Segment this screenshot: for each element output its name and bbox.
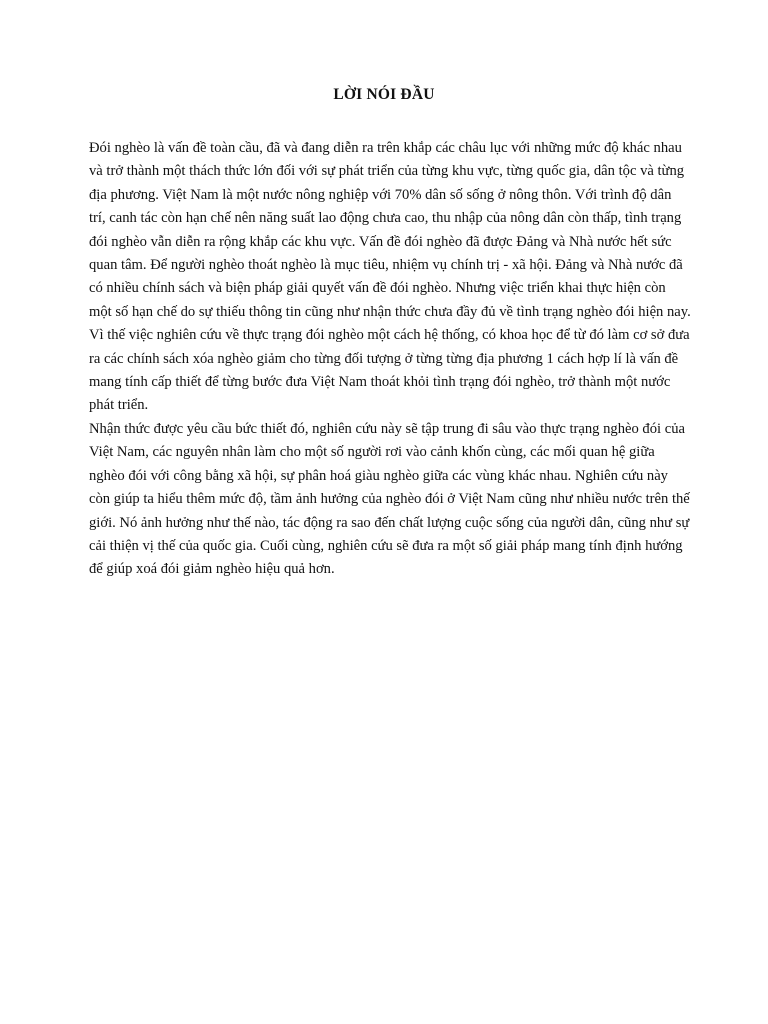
page-title: LỜI NÓI ĐẦU xyxy=(333,86,435,103)
paragraph: Đói nghèo là vấn đề toàn cầu, đã và đang diễn ra trên khắp các châu lục với những mức độ khác nhau và trở thành một thách thức lớn đối với sự phát triển của từng khu vực, từng quốc gia, dân tộc và từng địa phương. Việt Nam là một nước nông nghiệp với 70% dân số sống ở nông thôn. Với trình độ dân trí, canh tác còn hạn chế nên năng suất lao động chưa cao, thu nhập của nông dân còn thấp, tình trạng đói nghèo vẫn diễn ra rộng khắp các khu vực. Vấn đề đói nghèo đã được Đảng và Nhà nước hết sức quan tâm. Để người nghèo thoát nghèo là mục tiêu, nhiệm vụ chính trị - xã hội. Đảng và Nhà nước đã có nhiều chính sách và biện pháp giải quyết vấn đề đói nghèo. Nhưng việc triển khai thực hiện còn một số hạn chế do sự thiếu thông tin cũng như nhận thức chưa đầy đủ về tình trạng nghèo đói hiện nay. Vì thế việc nghiên cứu về thực trạng đói nghèo một cách hệ thống, có khoa học để từ đó làm cơ sở đưa ra các chính sách xóa nghèo giảm cho từng đối tượng ở từng từng địa phương 1 cách hợp lí là vấn đề mang tính cấp thiết để từng bước đưa Việt Nam thoát khỏi tình trạng đói nghèo, trở thành một nước phát triển. xyxy=(89,140,691,414)
document-body xyxy=(89,137,691,582)
paragraph: Nhận thức được yêu cầu bức thiết đó, nghiên cứu này sẽ tập trung đi sâu vào thực trạng nghèo đói của Việt Nam, các nguyên nhân làm cho một số người rơi vào cảnh khốn cùng, các mối quan hệ giữa nghèo đói với công bằng xã hội, sự phân hoá giàu nghèo giữa các vùng khác nhau. Nghiên cứu này còn giúp ta hiểu thêm mức độ, tầm ảnh hưởng của nghèo đói ở Việt Nam cũng như nhiều nước trên thế giới. Nó ảnh hưởng như thế nào, tác động ra sao đến chất lượng cuộc sống của người dân, cũng như sự cải thiện vị thế của quốc gia. Cuối cùng, nghiên cứu sẽ đưa ra một số giải pháp mang tính định hướng để giúp xoá đói giảm nghèo hiệu quả hơn. xyxy=(89,420,690,578)
